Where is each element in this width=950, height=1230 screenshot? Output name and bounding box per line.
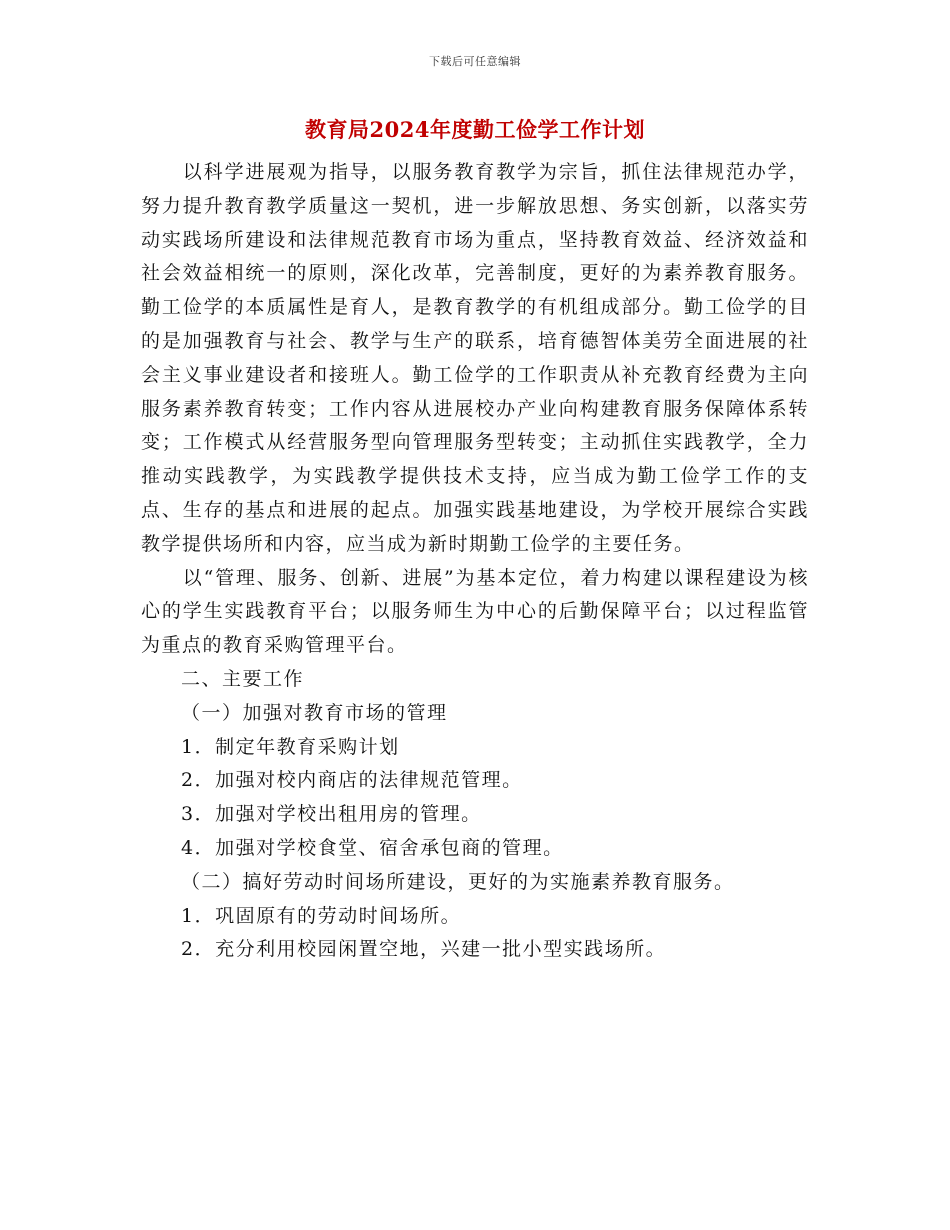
intro-paragraph: 以科学进展观为指导，以服务教育教学为宗旨，抓住法律规范办学，努力提升教育教学质量这一契机，进一步解放思想、务实创新，以落实劳动实践场所建设和法律规范教育市场为重点，坚持教育效益、经济效益和社会效益相统一的原则，深化改革，完善制度，更好的为素养教育服务。勤工俭学的本质属性是育人，是教育教学的有机组成部分。勤工俭学的目的是加强教育与社会、教学与生产的联系，培育德智体美劳全面进展的社会主义事业建设者和接班人。勤工俭学的工作职责从补充教育经费为主向服务素养教育转变；工作内容从进展校办产业向构建教育服务保障体系转变；工作模式从经营服务型向管理服务型转变；主动抓住实践教学，全力推动实践教学，为实践教学提供技术支持，应当成为勤工俭学工作的支点、生存的基点和进展的起点。加强实践基地建设，为学校开展综合实践教学提供场所和内容，应当成为新时期勤工俭学的主要任务。 [141, 161, 809, 555]
list-item: 3．加强对学校出租用房的管理。 [181, 803, 482, 826]
document-title: 教育局2024年度勤工俭学工作计划 [305, 117, 645, 142]
list-item: 2．加强对校内商店的法律规范管理。 [181, 769, 523, 792]
list-item: 4．加强对学校食堂、宿舍承包商的管理。 [181, 836, 564, 859]
section-heading: 二、主要工作 [181, 667, 305, 690]
list-item: 1．巩固原有的劳动时间场所。 [181, 904, 462, 927]
subsection-heading-2: （二）搞好劳动时间场所建设，更好的为实施素养教育服务。 [181, 870, 735, 893]
subsection-heading-1: （一）加强对教育市场的管理 [181, 701, 448, 724]
positioning-paragraph: 以“管理、服务、创新、进展”为基本定位，着力构建以课程建设为核心的学生实践教育平台；以服务师生为中心的后勤保障平台；以过程监管为重点的教育采购管理平台。 [141, 566, 809, 657]
list-item: 2．充分利用校园闲置空地，兴建一批小型实践场所。 [181, 938, 667, 961]
header-note: 下载后可任意编辑 [429, 55, 521, 68]
document-body [141, 156, 809, 967]
list-item: 1．制定年教育采购计划 [181, 735, 400, 758]
